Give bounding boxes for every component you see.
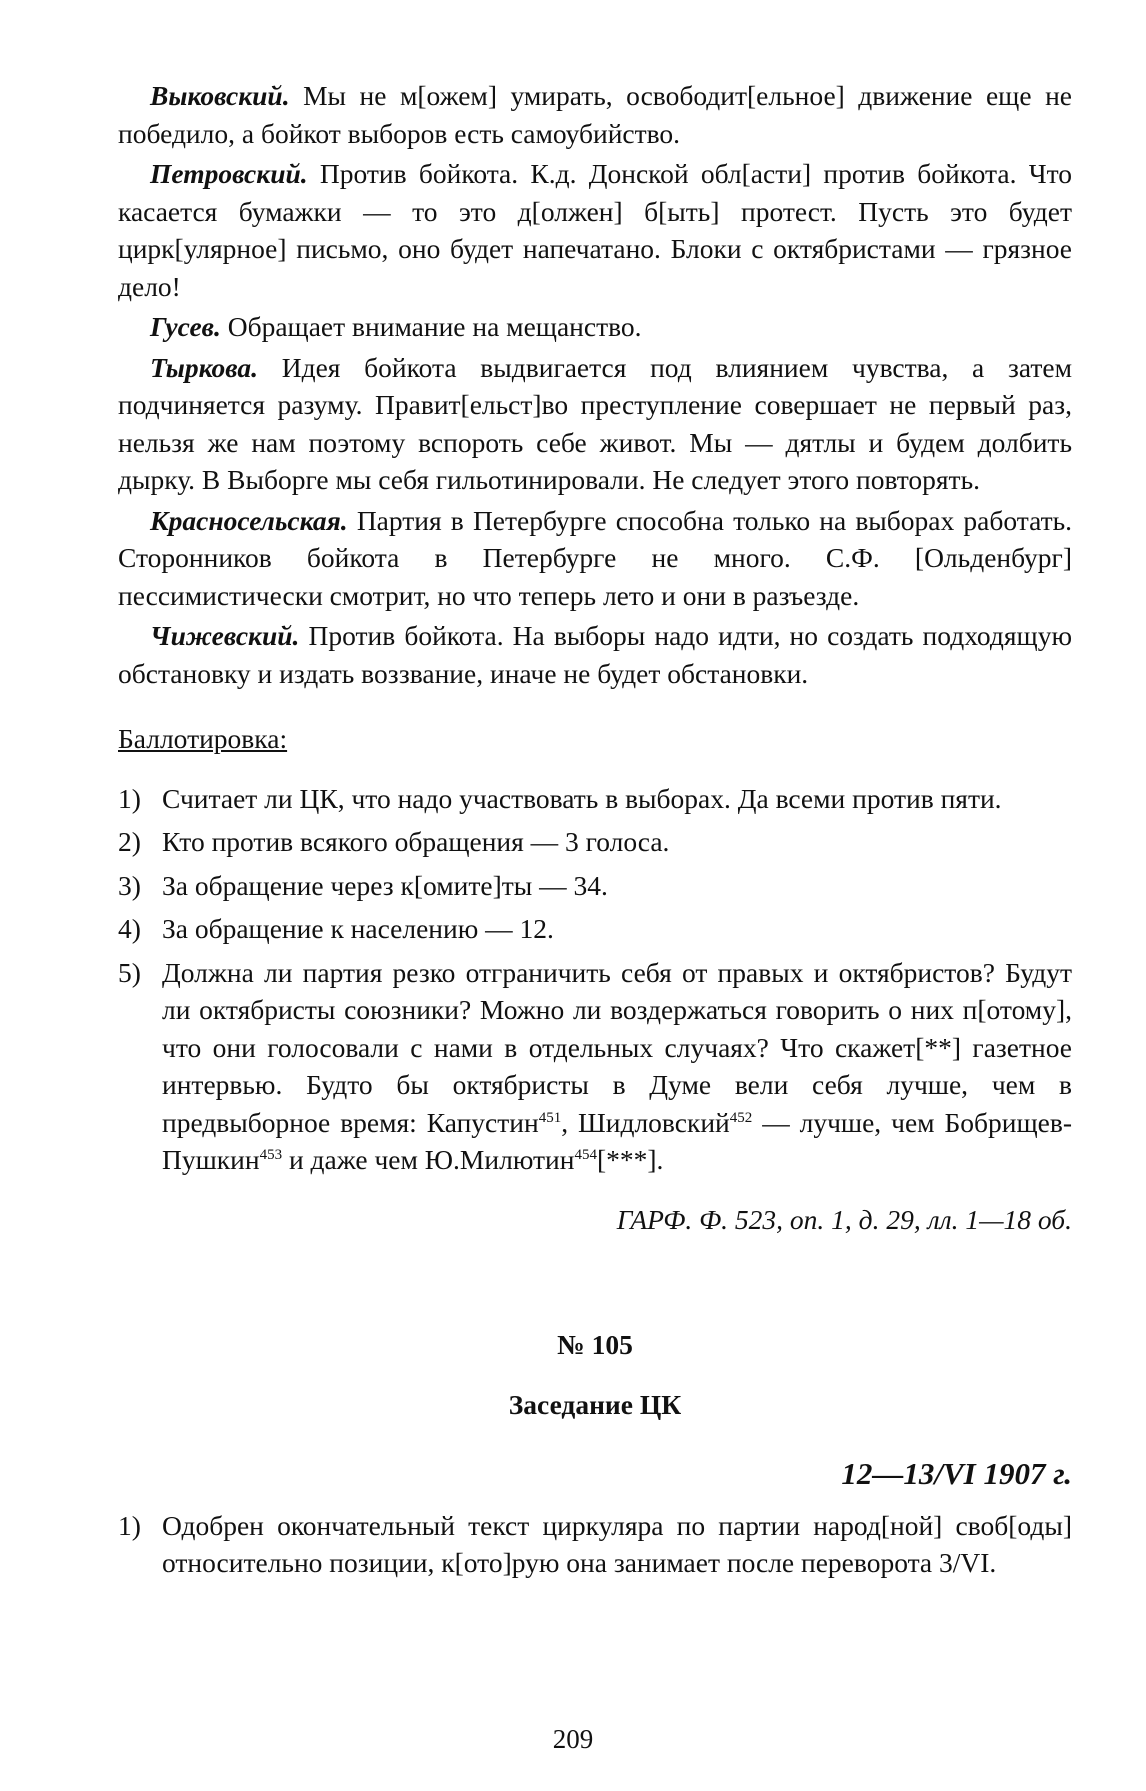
footnote-ref: 453 [259,1146,283,1163]
speech-text: Идея бойкота выдвигается под влиянием чувства, а затем подчиняется разуму. Правит[ельст]во преступление совершает не первый раз, нельзя же нам поэтому вспороть себе живот. Мы — дятлы и будем долбить дырку. В Выборге мы себя гильотинировали. Не следует этого повторять. [118,351,1072,495]
speech-paragraph [118,155,1072,305]
item5-text-part: Должна ли партия резко отграничить себя от правых и октябристов? Будут ли октябристы союзники? Можно ли воздержаться говорить о них п[отому], что они голосовали с нами в отдельных случаях? Что скажет[**] газетное интервью. Будто бы октябристы в Думе вели себя лучше, чем в предвыборное время: Капустин [162,956,1072,1138]
ballot-item [118,910,1072,948]
item5-text-part: , Шидловский [561,1106,730,1138]
speech-text: Обращает внимание на мещанство. [220,311,642,342]
item-text: Считает ли ЦК, что надо участвовать в выборах. Да всеми против пяти. [162,782,1002,814]
item-number: 1) [118,782,141,814]
decision-item [118,1507,1072,1582]
ballot-heading: Баллотировка: [118,723,288,754]
speech-paragraph [118,502,1072,615]
archive-source: ГАРФ. Ф. 523, оп. 1, д. 29, лл. 1—18 об. [616,1203,1072,1235]
item-text: Одобрен окончательный текст циркуляра по партии народ[ной] своб[оды] относительно позиции, к[ото]рую она занимает после переворота 3/VI. [162,1509,1072,1578]
item-text: За обращение к населению — 12. [162,913,554,944]
item-number: 3) [118,869,141,901]
item-number: 5) [118,956,141,988]
ballot-list [118,780,1072,1179]
item-number: 2) [118,826,141,857]
speech-text: Против бойкота. К.д. Донской обл[асти] против бойкота. Что касается бумажки — то это д[олжен] б[ыть] протест. Пусть это будет цирк[улярное] письмо, оно будет напечатано. Блоки с октябристами — грязное дело! [118,158,1072,302]
speech-paragraph [118,77,1072,152]
item5-text-part: — лучше, чем Бобрищев-Пушкин [162,1106,1073,1175]
item5-text-part: [***]. [596,1144,664,1175]
ballot-item [118,823,1072,861]
item-text [162,954,1072,1179]
speech-text: Против бойкота. На выборы надо идти, но создать подходящую обстановку и издать воззвание, иначе не будет обстановки. [118,620,1072,689]
speech-text: Мы не м[ожем] умирать, освободит[ельное] движение еще не победило, а бойкот выборов есть самоубийство. [118,80,1072,149]
ballot-item [118,867,1072,905]
speaker-name: Красносельская. [150,504,348,536]
item-text: Кто против всякого обращения — 3 голоса. [162,826,670,857]
item-number: 4) [118,913,141,944]
speaker-name: Чижевский. [150,620,300,651]
document-title: Заседание ЦК [508,1388,682,1420]
ballot-item [118,780,1072,818]
speaker-name: Гусев. [150,311,221,342]
page-number: 209 [552,1724,594,1754]
speech-paragraph [118,308,1072,346]
document-date: 12—13/VI 1907 г. [841,1456,1072,1491]
speaker-name: Петровский. [150,158,308,189]
speaker-name: Тыркова. [150,351,258,383]
item-number: 1) [118,1509,141,1541]
footnote-ref: 452 [729,1109,753,1126]
footnote-ref: 451 [538,1109,562,1126]
ballot-item [118,954,1072,1179]
item5-text-part: и даже чем Ю.Милютин [282,1144,575,1175]
main-text [118,77,1072,1588]
document-number: № 105 [557,1329,633,1360]
footnote-ref: 454 [574,1146,597,1163]
speech-text: Партия в Петербурге способна только на выборах работать. Сторонников бойкота в Петербурге не много. С.Ф. [Ольденбург] пессимистически смотрит, но что теперь лето и они в разъезде. [118,504,1072,611]
speech-paragraph [118,617,1072,692]
decision-list [118,1507,1072,1582]
speaker-name: Выковский. [150,80,290,111]
item-text: За обращение через к[омите]ты — 34. [162,869,608,901]
speech-paragraph [118,349,1072,499]
